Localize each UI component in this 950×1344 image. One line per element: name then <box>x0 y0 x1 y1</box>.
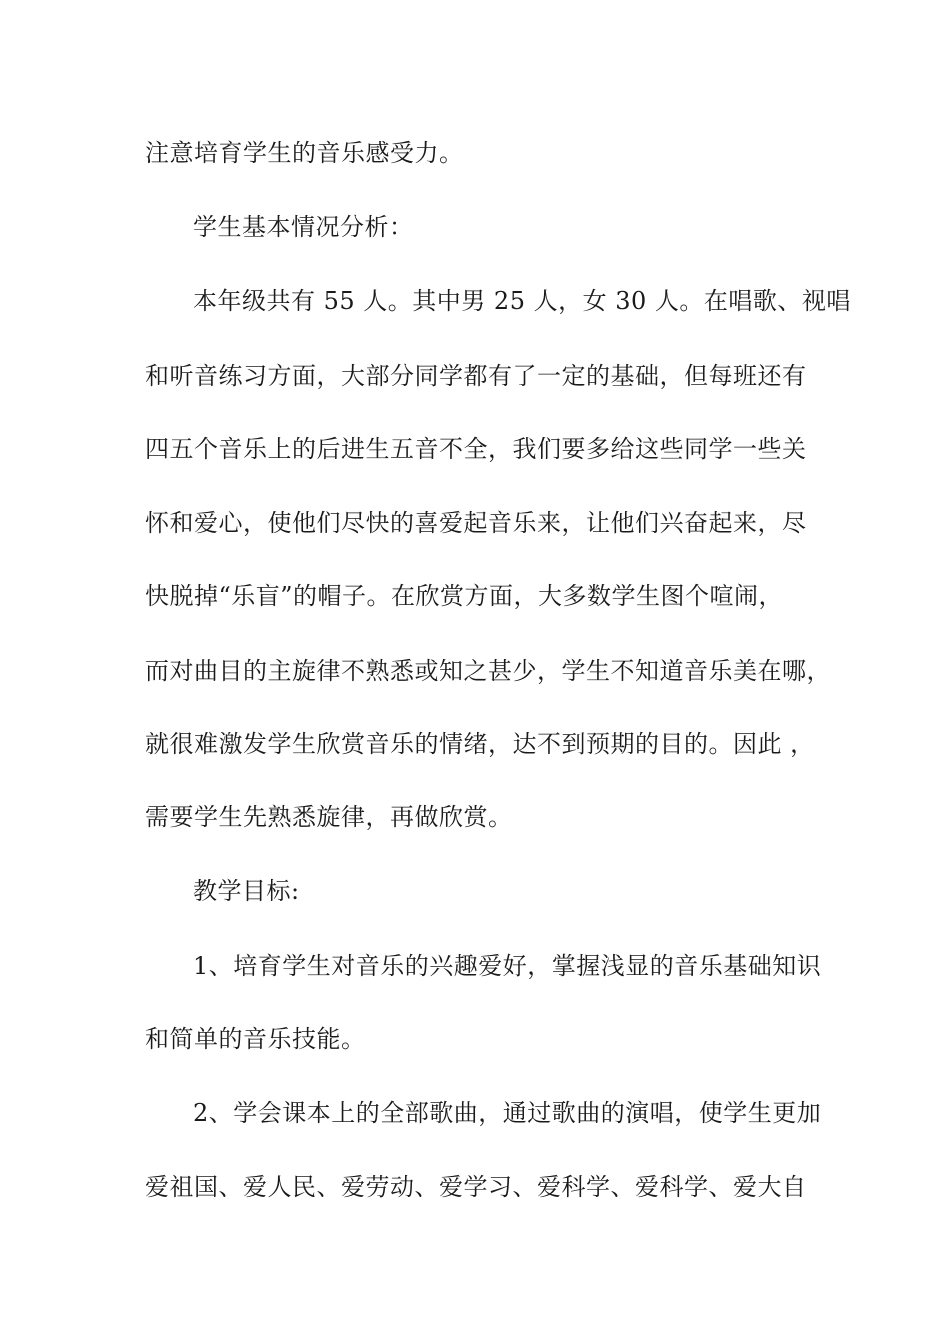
text-line: 需要学生先熟悉旋律，再做欣赏。 <box>145 803 513 831</box>
list-item: 2、学会课本上的全部歌曲，通过歌曲的演唱，使学生更加 <box>193 1099 822 1127</box>
text-line: 和简单的音乐技能。 <box>145 1025 366 1053</box>
section-heading: 教学目标: <box>193 877 300 905</box>
text-line: 注意培育学生的音乐感受力。 <box>145 139 464 167</box>
text-line: 四五个音乐上的后进生五音不全，我们要多给这些同学一些关 <box>145 435 807 463</box>
text-line: 本年级共有 55 人。其中男 25 人，女 30 人。在唱歌、视唱 <box>193 287 851 315</box>
text-line: 而对曲目的主旋律不熟悉或知之甚少，学生不知道音乐美在哪， <box>145 657 831 685</box>
text-line: 怀和爱心，使他们尽快的喜爱起音乐来，让他们兴奋起来，尽 <box>145 509 807 537</box>
text-line: 快脱掉“乐盲”的帽子。在欣赏方面，大多数学生图个喧闹， <box>145 582 784 610</box>
list-item: 1、培育学生对音乐的兴趣爱好，掌握浅显的音乐基础知识 <box>193 952 822 980</box>
section-heading: 学生基本情况分析： <box>193 213 414 241</box>
text-line: 和听音练习方面，大部分同学都有了一定的基础，但每班还有 <box>145 362 807 390</box>
text-line: 爱祖国、爱人民、爱劳动、爱学习、爱科学、爱科学、爱大自 <box>145 1173 807 1201</box>
text-line: 就很难激发学生欣赏音乐的情绪，达不到预期的目的。因此 ， <box>145 730 815 758</box>
